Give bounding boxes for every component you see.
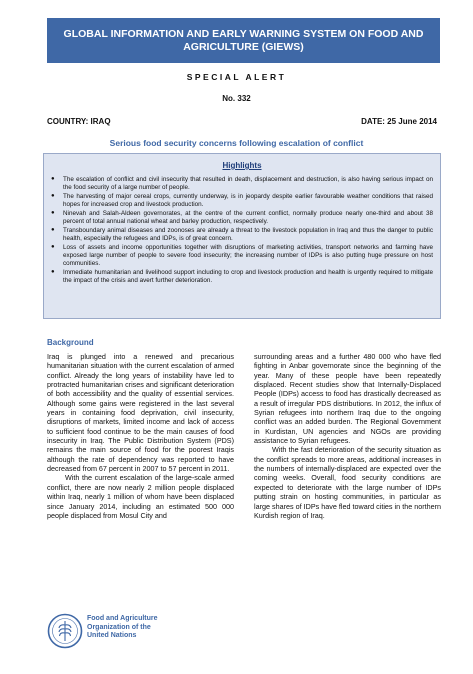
date-label: DATE: 25 June 2014 [361,117,437,126]
background-column-left [47,352,234,520]
banner-title: GLOBAL INFORMATION AND EARLY WARNING SYSTEM ON FOOD AND AGRICULTURE (GIEWS) [63,27,424,53]
bullet-icon: ● [51,176,55,182]
background-heading: Background [47,338,94,347]
issue-number: No. 332 [222,94,251,103]
highlights-title: Highlights [222,161,262,170]
fao-organization-name: Food and Agriculture Organization of the United Nations [87,615,158,640]
alert-subtitle: Serious food security concerns following escalation of conflict [109,138,364,148]
fao-logo-icon [47,613,83,649]
bullet-icon: ● [51,210,55,217]
highlights-box [43,153,441,319]
highlight-item: ● Loss of assets and income opportunities together with disruptions of marketing activities, transport networks and farming have exposed large number of people to severe food insecurity; the increasing number of IDPs is also putting huge pressure on host communities. [51,244,433,268]
special-alert-heading: SPECIAL ALERT [186,72,287,82]
bullet-icon: ● [51,193,55,200]
paragraph: Iraq is plunged into a renewed and precarious humanitarian situation with the current escalation of armed conflict. Already the long years of instability have led to protracted humanitarian crises and significant deterioration of both accessibility and the quality of essential services. Although some gains were registered in the last several years in containing food deprivation, civil insecurity, disruptions of markets, limited income and lack of access to sufficient food continue to be the main causes of food insecurity in Iraq. The Public Distribution System (PDS) remains the main source of food for the poorest Iraqis although the rate of dependency was reported to have decreased from 67 percent in 2007 to 57 percent in 2011. [47,352,234,474]
giews-banner [47,18,440,63]
highlight-item: ● The harvesting of major cereal crops, currently underway, is in jeopardy despite earlier favourable weather conditions that raised hopes for increased crop and livestock production. [51,193,433,209]
highlight-item: ● Immediate humanitarian and livelihood support including to crop and livestock production and health is urgently required to mitigate the impact of the crisis and avert further deterioration. [51,269,433,285]
paragraph: surrounding areas and a further 480 000 who have fled fighting in Anbar governorate since the beginning of the year. Many of these people have been repeatedly displaced. Recent studies show that Internally-Displaced People (IDPs) access to food has drastically decreased as a result of irregular PDS distributions. In 2012, the influx of Syrian refugees into northern Iraq due to the ongoing conflict was an added burden. The Regional Government in Kurdistan, UN agencies and NGOs are providing assistance to Syrian refugees. [254,352,441,446]
highlight-item: ● Transboundary animal diseases and zoonoses are already a threat to the livestock population in Iraq and thus the danger to public health, especially the refugees and IDPs, is of great concern. [51,227,433,243]
background-column-right [254,352,441,520]
highlight-item: ● The escalation of conflict and civil insecurity that resulted in death, displacement and destruction, is also having serious impact on the food security of a large number of people. [51,176,433,191]
paragraph: With the current escalation of the large-scale armed conflict, there are now nearly 2 million people displaced within Iraq, nearly 1 million of whom have been displaced since January 2014, including an estimated 500 000 people displaced from Mosul City and [47,473,234,520]
country-label: COUNTRY: IRAQ [47,117,111,126]
highlight-item: ● Ninevah and Salah-Aldeen governorates, at the centre of the current conflict, normally produce nearly one-third and about 38 percent of total annual national wheat and barley production, respectively. [51,210,433,226]
bullet-icon: ● [51,227,55,234]
highlights-list [44,176,440,285]
bullet-icon: ● [51,269,55,276]
paragraph: With the fast deterioration of the security situation as the conflict spreads to more areas, additional increases in the numbers of internally-displaced are expected over the coming weeks. Overall, food security conditions are expected to deteriorate with the large number of IDPs putting strain on hosting communities, in particular as large shares of IDPs have fled toward cities in the northern Kurdish region of Iraq. [254,445,441,520]
bullet-icon: ● [51,244,55,251]
